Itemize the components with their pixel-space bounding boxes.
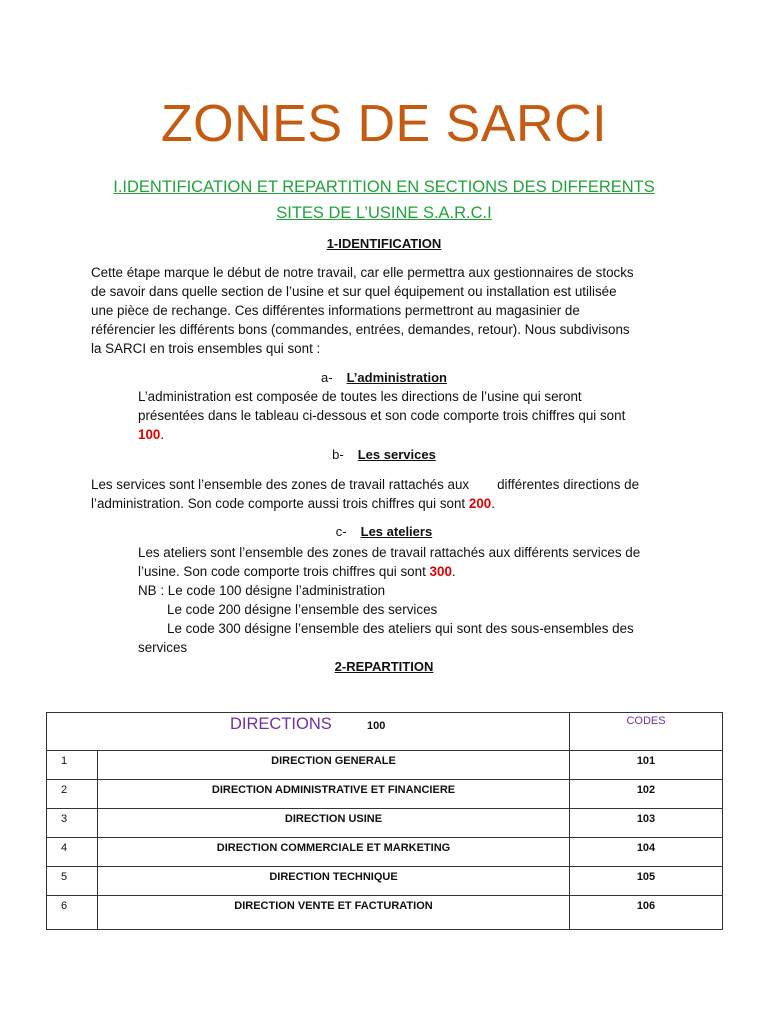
paragraph-line: une pièce de rechange. Ces différentes informations permettront au magasinier de: [91, 303, 580, 318]
row-direction: DIRECTION COMMERCIALE ET MARKETING: [98, 838, 570, 867]
section-a-code: 100: [138, 427, 161, 442]
section-b-name: Les services: [357, 447, 436, 462]
row-code: 104: [570, 838, 723, 867]
section-b-line-1-right: différentes directions de: [497, 477, 640, 492]
table-row: [47, 838, 723, 867]
section-c-line-2: l’usine. Son code comporte trois chiffres qui sont: [138, 564, 426, 579]
subtitle-line-2: SITES DE L’USINE S.A.R.C.I: [276, 204, 492, 222]
table-row: [47, 809, 723, 838]
section-b-line-1-left: Les services sont l’ensemble des zones de travail rattachés aux: [91, 477, 470, 492]
row-direction: DIRECTION TECHNIQUE: [98, 867, 570, 896]
row-direction: DIRECTION VENTE ET FACTURATION: [98, 896, 570, 930]
row-code: 106: [570, 896, 723, 930]
row-number: 3: [47, 809, 98, 838]
directions-table: [46, 712, 723, 930]
table-row: [47, 896, 723, 930]
section-a-letter: a-: [321, 370, 333, 385]
section-c-letter: c-: [335, 524, 347, 539]
row-number: 2: [47, 780, 98, 809]
section-c-code: 300: [429, 564, 452, 579]
table-row: [47, 751, 723, 780]
section-c-text: [138, 543, 728, 581]
identification-paragraph: [91, 263, 711, 358]
paragraph-line: référencier les différents bons (commandes, entrées, demandes, retour). Nous subdivisons: [91, 322, 630, 337]
section-b-line-2: l’administration. Son code comporte aussi trois chiffres qui sont: [91, 496, 466, 511]
section-b-letter: b-: [332, 447, 344, 462]
paragraph-line: la SARCI en trois ensembles qui sont :: [91, 341, 321, 356]
section-a-line-1: L’administration est composée de toutes les directions de l’usine qui seront: [138, 389, 582, 404]
section-c-end: .: [451, 564, 456, 579]
table-header-row: [47, 713, 723, 751]
section-b-heading: [0, 446, 768, 464]
row-code: 105: [570, 867, 723, 896]
section-b-code: 200: [468, 496, 492, 511]
paragraph-line: Cette étape marque le début de notre travail, car elle permettra aux gestionnaires de stocks: [91, 265, 634, 280]
section-subtitle: [60, 174, 708, 226]
table-row: [47, 867, 723, 896]
section-c-name: Les ateliers: [360, 524, 433, 539]
section-a-name: L’administration: [346, 370, 447, 385]
row-number: 4: [47, 838, 98, 867]
directions-header-cell: [47, 713, 570, 751]
page-title: ZONES DE SARCI: [160, 95, 608, 153]
subtitle-line-1: I.IDENTIFICATION ET REPARTITION EN SECTIONS DES DIFFERENTS: [113, 178, 655, 196]
row-direction: DIRECTION USINE: [98, 809, 570, 838]
paragraph-line: de savoir dans quelle section de l’usine et sur quel équipement ou installation est utilisée: [91, 284, 617, 299]
row-number: 1: [47, 751, 98, 780]
nb-line-2: Le code 200 désigne l’ensemble des services: [167, 602, 438, 617]
row-direction: DIRECTION ADMINISTRATIVE ET FINANCIERE: [98, 780, 570, 809]
section-c-heading: [0, 523, 768, 541]
section-b-end: .: [491, 496, 495, 511]
nb-line-3: Le code 300 désigne l’ensemble des ateliers qui sont des sous-ensembles des: [167, 621, 634, 636]
identification-heading: 1-IDENTIFICATION: [326, 236, 442, 251]
section-b-text: [91, 475, 731, 513]
codes-header: CODES: [570, 713, 723, 751]
nb-line-4: services: [138, 640, 188, 655]
row-code: 102: [570, 780, 723, 809]
table-row: [47, 780, 723, 809]
row-number: 5: [47, 867, 98, 896]
row-code: 103: [570, 809, 723, 838]
section-a-line-2: présentées dans le tableau ci-dessous et son code comporte trois chiffres qui sont: [138, 408, 626, 423]
section-a-text: [138, 387, 728, 444]
row-number: 6: [47, 896, 98, 930]
row-code: 101: [570, 751, 723, 780]
directions-header: DIRECTIONS: [230, 715, 332, 733]
section-a-heading: [0, 369, 768, 387]
nb-line-1: NB : Le code 100 désigne l’administration: [138, 583, 386, 598]
row-direction: DIRECTION GENERALE: [98, 751, 570, 780]
directions-header-number: 100: [367, 720, 386, 732]
section-c-line-1: Les ateliers sont l’ensemble des zones de travail rattachés aux différents services de: [138, 545, 641, 560]
section-a-end: .: [160, 427, 165, 442]
repartition-heading: 2-REPARTITION: [334, 659, 434, 674]
